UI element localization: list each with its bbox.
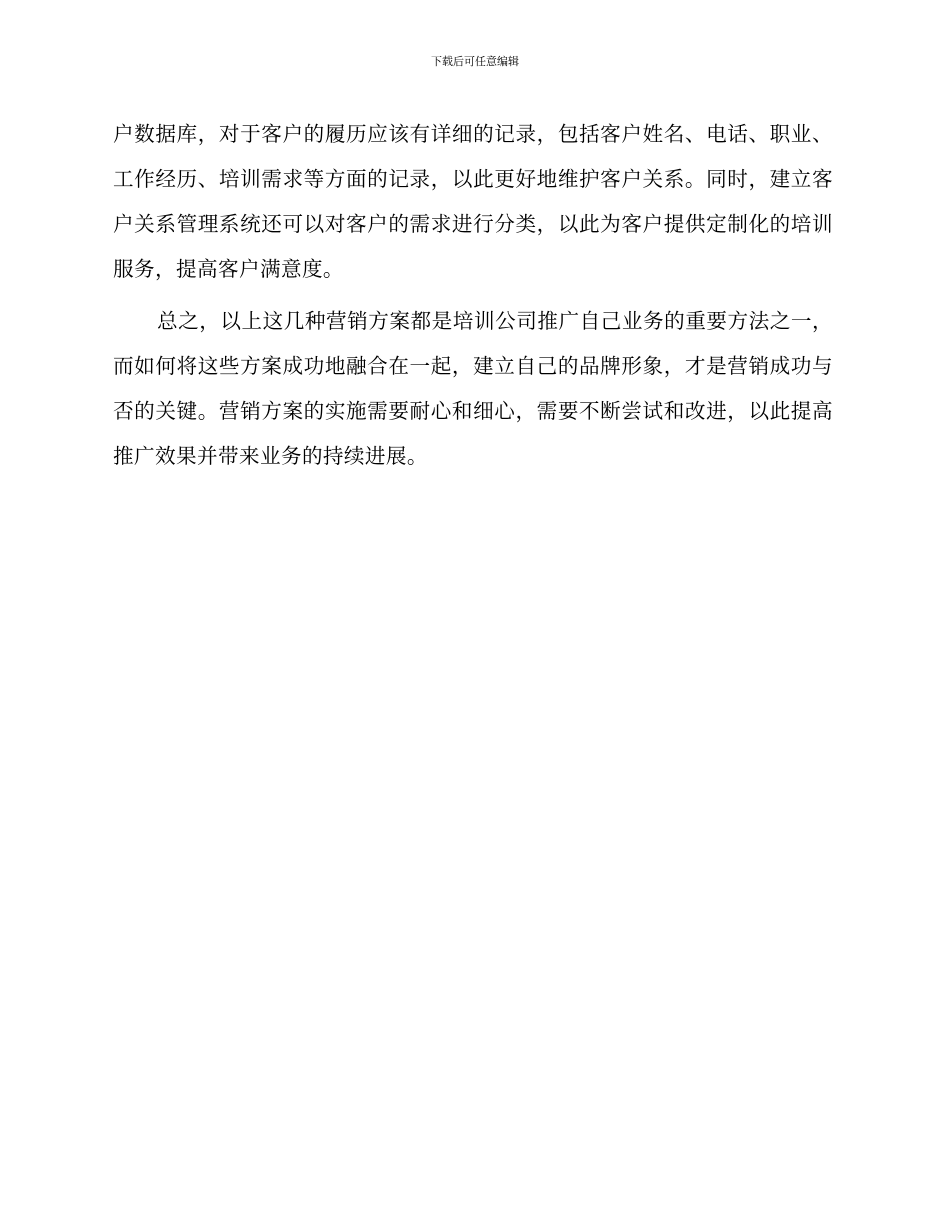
- paragraph-summary: 总之，以上这几种营销方案都是培训公司推广自己业务的重要方法之一，而如何将这些方案成功地融合在一起，建立自己的品牌形象，才是营销成功与否的关键。营销方案的实施需要耐心和细心，需要不断尝试和改进，以此提高推广效果并带来业务的持续进展。: [113, 309, 833, 468]
- page-header: 下载后可任意编辑: [431, 55, 519, 68]
- paragraph-continuation: 户数据库，对于客户的履历应该有详细的记录，包括客户姓名、电话、职业、工作经历、培训需求等方面的记录，以此更好地维护客户关系。同时，建立客户关系管理系统还可以对客户的需求进行分类，以此为客户提供定制化的培训服务，提高客户满意度。: [113, 122, 833, 281]
- document-body: [113, 112, 833, 479]
